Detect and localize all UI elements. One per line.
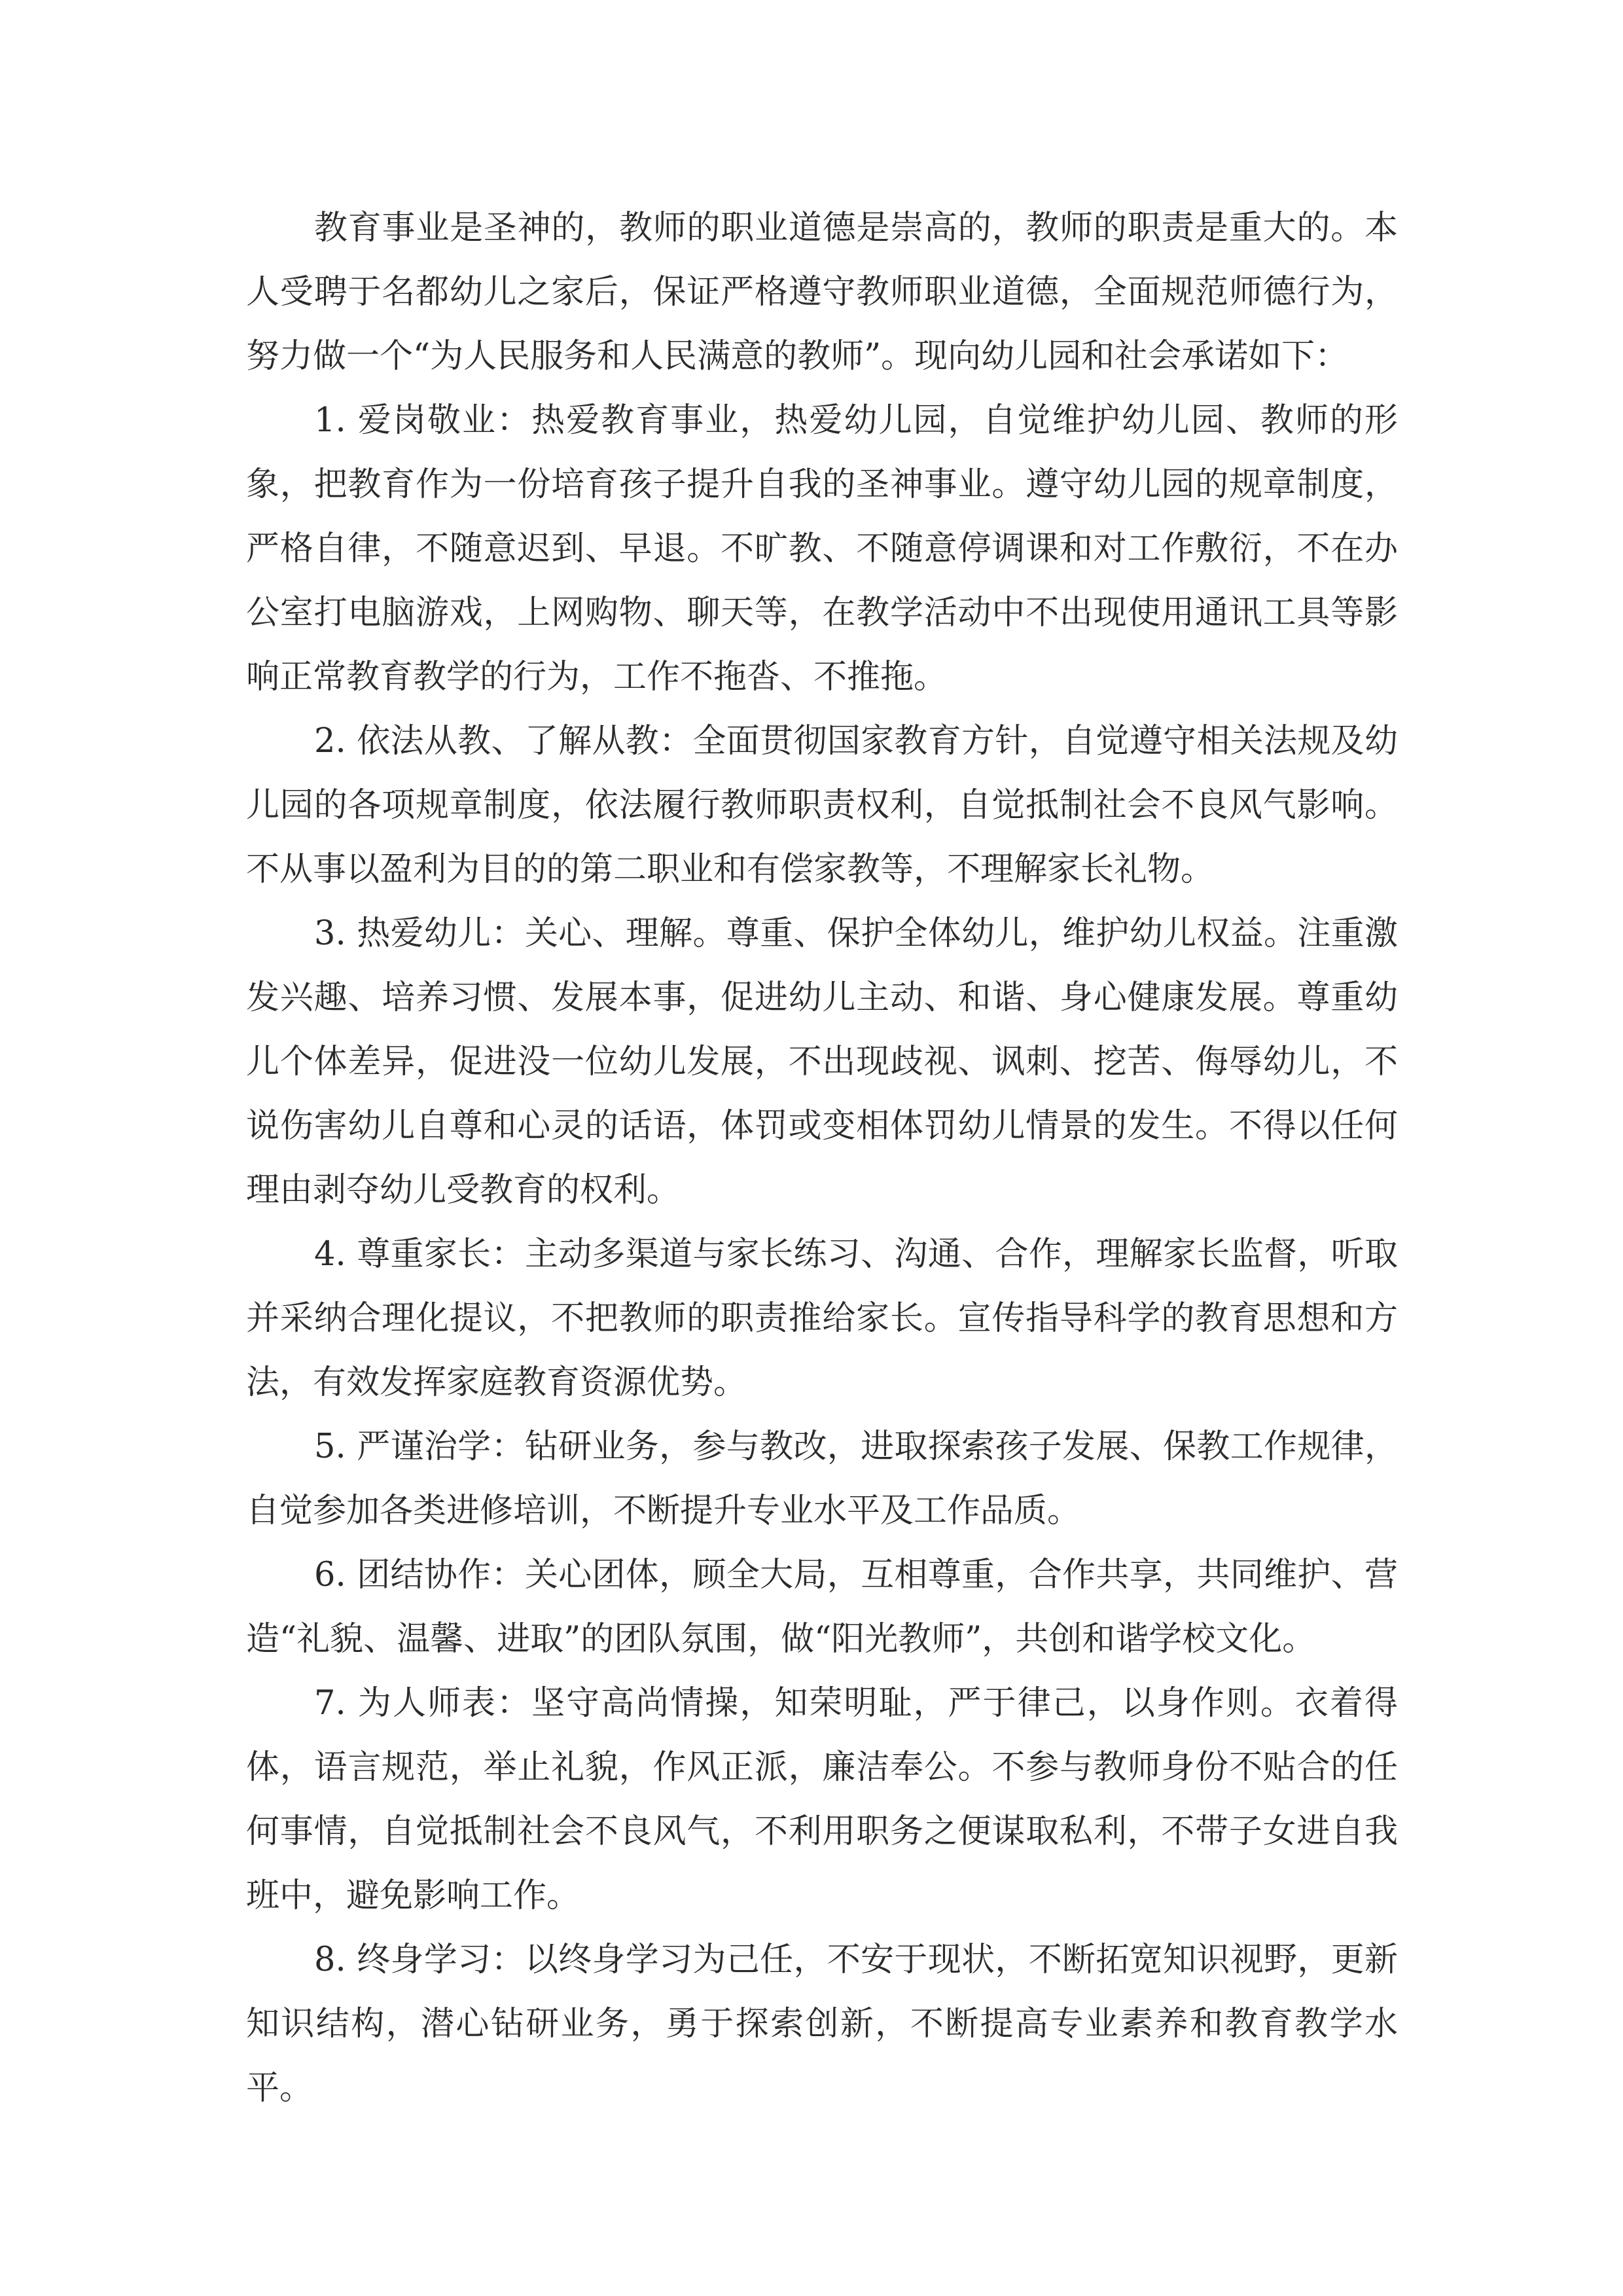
commitment-8-paragraph: 8. 终身学习：以终身学习为己任，不安于现状，不断拓宽知识视野，更新知识结构，潜心钻研业务，勇于探索创新，不断提高专业素养和教育教学水平。 (246, 1941, 1398, 2108)
commitment-3-paragraph: 3. 热爱幼儿：关心、理解。尊重、保护全体幼儿，维护幼儿权益。注重激发兴趣、培养习惯、发展本事，促进幼儿主动、和谐、身心健康发展。尊重幼儿个体差异，促进没一位幼儿发展，不出现歧视、讽刺、挖苦、侮辱幼儿，不说伤害幼儿自尊和心灵的话语，体罚或变相体罚幼儿情景的发生。不得以任何理由剥夺幼儿受教育的权利。 (246, 914, 1398, 1210)
commitment-4-paragraph: 4. 尊重家长：主动多渠道与家长练习、沟通、合作，理解家长监督，听取并采纳合理化提议，不把教师的职责推给家长。宣传指导科学的教育思想和方法，有效发挥家庭教育资源优势。 (246, 1235, 1398, 1402)
document-body (246, 196, 1398, 2121)
commitment-6-paragraph: 6. 团结协作：关心团体，顾全大局，互相尊重，合作共享，共同维护、营造“礼貌、温馨、进取”的团队氛围，做“阳光教师”，共创和谐学校文化。 (246, 1556, 1398, 1659)
commitment-2-paragraph: 2. 依法从教、了解从教：全面贯彻国家教育方针，自觉遵守相关法规及幼儿园的各项规章制度，依法履行教师职责权利，自觉抵制社会不良风气影响。不从事以盈利为目的的第二职业和有偿家教等，不理解家长礼物。 (246, 722, 1398, 889)
commitment-7-paragraph: 7. 为人师表：坚守高尚情操，知荣明耻，严于律己，以身作则。衣着得体，语言规范，举止礼貌，作风正派，廉洁奉公。不参与教师身份不贴合的任何事情，自觉抵制社会不良风气，不利用职务之便谋取私利，不带子女进自我班中，避免影响工作。 (246, 1684, 1398, 1915)
commitment-5-paragraph: 5. 严谨治学：钻研业务，参与教改，进取探索孩子发展、保教工作规律，自觉参加各类进修培训，不断提升专业水平及工作品质。 (246, 1427, 1398, 1530)
intro-paragraph: 教育事业是圣神的，教师的职业道德是崇高的，教师的职责是重大的。本人受聘于名都幼儿之家后，保证严格遵守教师职业道德，全面规范师德行为，努力做一个“为人民服务和人民满意的教师”。现向幼儿园和社会承诺如下： (246, 209, 1398, 376)
commitment-1-paragraph: 1. 爱岗敬业：热爱教育事业，热爱幼儿园，自觉维护幼儿园、教师的形象，把教育作为一份培育孩子提升自我的圣神事业。遵守幼儿园的规章制度，严格自律，不随意迟到、早退。不旷教、不随意停调课和对工作敷衍，不在办公室打电脑游戏，上网购物、聊天等，在教学活动中不出现使用通讯工具等影响正常教育教学的行为，工作不拖沓、不推拖。 (246, 401, 1398, 696)
